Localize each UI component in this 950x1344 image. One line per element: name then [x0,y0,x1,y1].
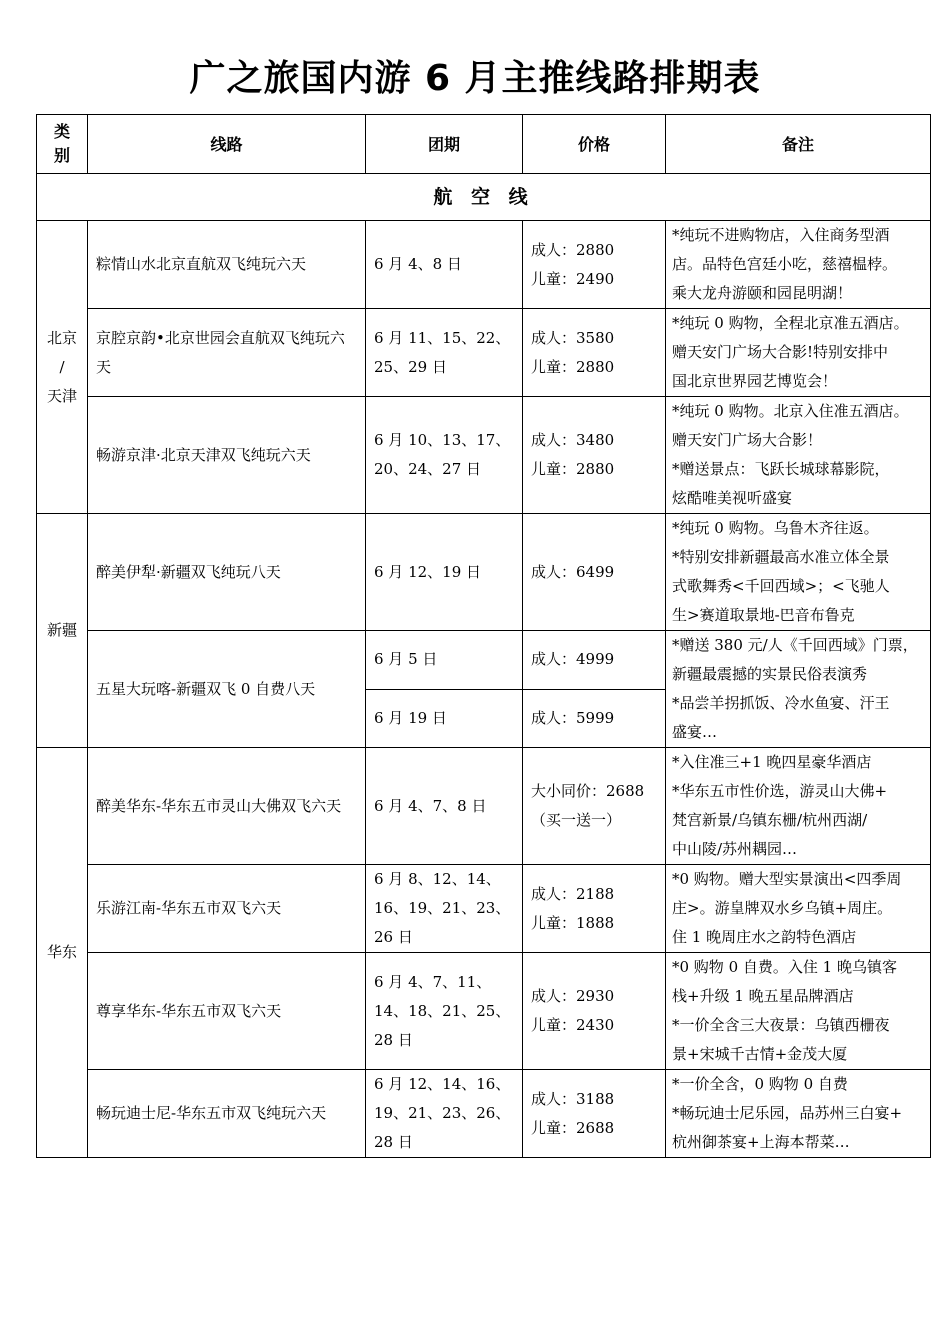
route-cell: 畅游京津·北京天津双飞纯玩六天 [88,397,366,514]
category-label: / [59,357,65,376]
note-line: *畅玩迪士尼乐园，品苏州三白宴+ [672,1104,903,1122]
table-row [37,953,931,1070]
category-label: 天津 [46,386,77,405]
route-cell: 京腔京韵•北京世园会直航双飞纯玩六天 [88,309,366,397]
dates-cell: 6 月 4、7、11、14、18、21、25、28 日 [366,953,523,1070]
table-row [37,397,931,514]
note-line: *品尝羊拐抓饭、冷水鱼宴、汗王 [672,694,890,712]
note-line: 新疆最震撼的实景民俗表演秀 [672,665,868,683]
category-cell [37,748,88,1158]
notes-cell [666,309,931,397]
schedule-table [36,114,931,1158]
note-line: 生>赛道取景地-巴音布鲁克 [672,606,855,624]
note-line: 住 1 晚周庄水之韵特色酒店 [672,928,857,946]
note-line: *纯玩不进购物店，入住商务型酒 [672,226,890,244]
note-line: 景+宋城千古情+金茂大厦 [672,1045,848,1063]
price-line: 儿童：2430 [531,1016,615,1034]
price-line: 成人：3580 [531,328,615,347]
note-line: 赠天安门广场大合影！ [672,431,823,449]
price-line: 成人：6499 [531,562,615,581]
note-line: 国北京世界园艺博览会！ [672,372,838,390]
section-title: 航 空 线 [37,174,931,221]
notes-cell [666,397,931,514]
note-line: *0 购物。赠大型实景演出<四季周 [672,870,902,888]
price-line: 儿童：2688 [531,1118,615,1137]
notes-cell [666,953,931,1070]
note-line: *入住准三+1 晚四星豪华酒店 [672,753,872,771]
price-cell: 成人：5999 [523,689,666,748]
header-route: 线路 [88,115,366,174]
dates-cell: 6 月 12、14、16、19、21、23、26、28 日 [366,1070,523,1158]
note-line: *华东五市性价选，游灵山大佛+ [672,782,888,800]
header-category-line: 别 [53,146,70,165]
header-dates: 团期 [366,115,523,174]
price-line: 成人：3188 [531,1089,615,1108]
price-line: 成人：2880 [531,240,615,259]
note-line: *纯玩 0 购物。乌鲁木齐往返。 [672,519,879,537]
category-label: 新疆 [46,621,77,639]
dates-cell: 6 月 4、8 日 [366,221,523,309]
note-line: *赠送 380 元/人《千回西域》门票， [672,636,918,654]
notes-cell [666,631,931,748]
dates-cell: 6 月 8、12、14、16、19、21、23、26 日 [366,865,523,953]
note-line: 式歌舞秀<千回西域>；<飞驰人 [672,577,890,595]
note-line: *0 购物 0 自费。入住 1 晚乌镇客 [672,958,897,976]
note-line: 炫酷唯美视听盛宴 [672,489,793,507]
dates-cell: 6 月 19 日 [366,689,523,748]
table-row [37,309,931,397]
price-cell [523,748,666,865]
header-row [37,115,931,174]
price-cell [523,865,666,953]
price-line: 成人：2930 [531,987,615,1005]
note-line: 赠天安门广场大合影!特别安排中 [672,343,889,361]
route-cell: 乐游江南-华东五市双飞六天 [88,865,366,953]
header-price: 价格 [523,115,666,174]
note-line: *纯玩 0 购物，全程北京准五酒店。 [672,314,909,332]
price-line: 儿童：2880 [531,460,615,478]
route-cell: 粽情山水北京直航双飞纯玩六天 [88,221,366,309]
price-cell [523,309,666,397]
table-row [37,514,931,631]
price-line: 儿童：2490 [531,269,615,288]
notes-cell [666,865,931,953]
price-line: 儿童：1888 [531,913,615,932]
notes-cell [666,748,931,865]
notes-cell [666,221,931,309]
dates-cell: 6 月 12、19 日 [366,514,523,631]
note-line: 中山陵/苏州耦园… [672,840,798,858]
note-line: 店。品特色宫廷小吃，慈禧榅桲。 [672,255,898,273]
price-cell: 成人：4999 [523,631,666,690]
note-line: 乘大龙舟游颐和园昆明湖！ [672,284,853,302]
price-line: 儿童：2880 [531,357,615,376]
price-line: 大小同价：2688 [531,782,645,800]
note-line: 庄>。游皇牌双水乡乌镇+周庄。 [672,899,893,917]
note-line: 梵宫新景/乌镇东栅/杭州西湖/ [672,811,868,829]
route-cell: 尊享华东-华东五市双飞六天 [88,953,366,1070]
category-label: 北京 [46,328,77,347]
header-category-line: 类 [53,122,70,141]
category-cell [37,221,88,514]
route-cell: 醉美华东-华东五市灵山大佛双飞六天 [88,748,366,865]
table-row [37,1070,931,1158]
route-cell: 畅玩迪士尼-华东五市双飞纯玩六天 [88,1070,366,1158]
note-line: *赠送景点：飞跃长城球幕影院， [672,460,890,478]
dates-cell: 6 月 5 日 [366,631,523,690]
price-cell [523,514,666,631]
category-cell [37,514,88,748]
note-line: 栈+升级 1 晚五星品牌酒店 [672,987,854,1005]
price-cell [523,953,666,1070]
note-line: *纯玩 0 购物。北京入住准五酒店。 [672,402,909,420]
dates-cell: 6 月 11、15、22、25、29 日 [366,309,523,397]
notes-cell [666,514,931,631]
route-cell: 五星大玩喀-新疆双飞 0 自费八天 [88,631,366,748]
table-row [37,748,931,865]
page-title: 广之旅国内游 6 月主推线路排期表 [189,58,761,99]
category-label: 华东 [46,943,77,961]
note-line: 盛宴… [672,723,718,741]
note-line: *一价全含三大夜景：乌镇西栅夜 [672,1016,890,1034]
dates-cell: 6 月 4、7、8 日 [366,748,523,865]
notes-cell [666,1070,931,1158]
section-row [37,174,931,221]
price-line: 成人：3480 [531,431,615,449]
header-notes: 备注 [666,115,931,174]
price-cell [523,397,666,514]
note-line: *一价全含，0 购物 0 自费 [672,1075,848,1093]
route-cell: 醉美伊犁·新疆双飞纯玩八天 [88,514,366,631]
price-line: 成人：2188 [531,884,615,903]
table-row [37,631,931,690]
note-line: 杭州御茶宴+上海本帮菜… [672,1133,850,1151]
dates-cell: 6 月 10、13、17、20、24、27 日 [366,397,523,514]
table-row [37,221,931,309]
table-row [37,865,931,953]
price-cell [523,221,666,309]
header-category [37,115,88,174]
price-cell [523,1070,666,1158]
price-line: （买一送一） [531,811,622,829]
note-line: *特别安排新疆最高水准立体全景 [672,548,890,566]
